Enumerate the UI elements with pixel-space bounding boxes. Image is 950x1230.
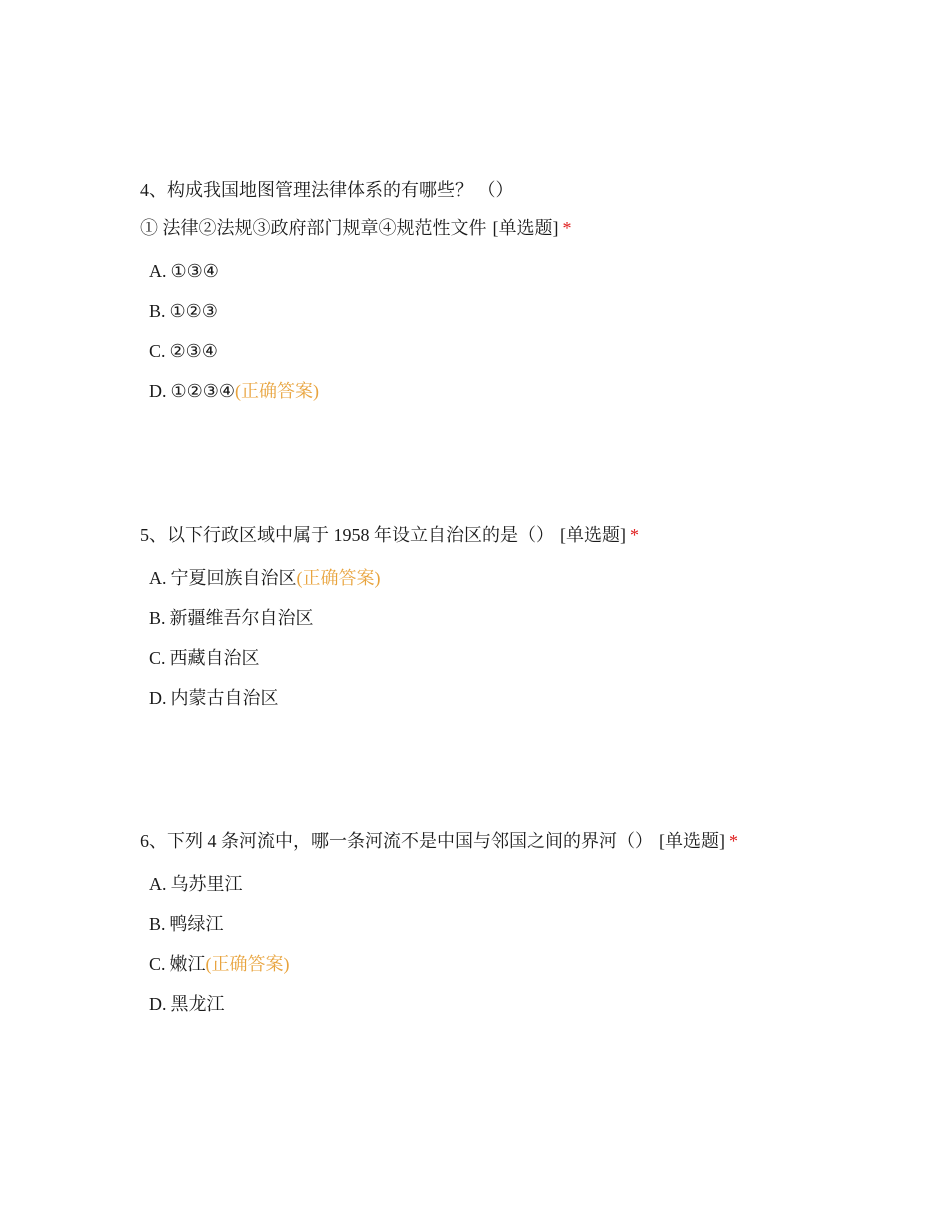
- option-letter: B.: [149, 301, 166, 321]
- question-title-line-1: [140, 171, 900, 209]
- required-mark: *: [630, 525, 639, 545]
- option-a[interactable]: [140, 251, 900, 291]
- option-letter: B.: [149, 608, 166, 628]
- option-text: ①②③④: [170, 381, 236, 401]
- option-letter: D.: [149, 688, 167, 708]
- option-text: ①②③: [169, 301, 218, 321]
- option-letter: C.: [149, 954, 166, 974]
- correct-answer-label: (正确答案): [296, 568, 381, 588]
- option-letter: D.: [149, 994, 167, 1014]
- option-a[interactable]: [140, 558, 900, 598]
- option-text: 鸭绿江: [169, 914, 224, 934]
- option-text: 乌苏里江: [170, 874, 243, 894]
- option-letter: C.: [149, 648, 166, 668]
- option-text: 西藏自治区: [169, 648, 260, 668]
- options-list: [140, 558, 900, 718]
- option-letter: D.: [149, 381, 167, 401]
- question-type-tag: [单选题]: [659, 831, 725, 851]
- correct-answer-label: (正确答案): [205, 954, 290, 974]
- question-text: 以下行政区域中属于 1958 年设立自治区的是（）: [167, 525, 554, 545]
- question-text: 构成我国地图管理法律体系的有哪些？ （）: [167, 180, 514, 200]
- option-text: ①③④: [170, 261, 219, 281]
- option-b[interactable]: [140, 598, 900, 638]
- question-title: [140, 822, 900, 860]
- question-number: 4、: [140, 180, 167, 200]
- question-type-tag: [单选题]: [560, 525, 626, 545]
- question-6: [140, 822, 900, 1024]
- question-4: [140, 171, 900, 411]
- option-text: 内蒙古自治区: [170, 688, 279, 708]
- question-5: [140, 516, 900, 718]
- option-a[interactable]: [140, 864, 900, 904]
- question-title: [140, 516, 900, 554]
- required-mark: *: [562, 218, 572, 238]
- option-d[interactable]: [140, 984, 900, 1024]
- question-number: 6、: [140, 831, 167, 851]
- option-text: 新疆维吾尔自治区: [169, 608, 314, 628]
- option-text: 嫩江: [169, 954, 206, 974]
- correct-answer-label: (正确答案): [235, 381, 320, 401]
- option-letter: A.: [149, 261, 167, 281]
- option-d[interactable]: [140, 371, 900, 411]
- option-letter: A.: [149, 568, 167, 588]
- question-title-line-1: [140, 516, 900, 554]
- question-text: 下列 4 条河流中，哪一条河流不是中国与邻国之间的界河（）: [167, 831, 653, 851]
- option-c[interactable]: [140, 331, 900, 371]
- option-letter: C.: [149, 341, 166, 361]
- option-text: 黑龙江: [170, 994, 225, 1014]
- question-number: 5、: [140, 525, 167, 545]
- option-b[interactable]: [140, 291, 900, 331]
- option-letter: A.: [149, 874, 167, 894]
- option-d[interactable]: [140, 678, 900, 718]
- options-list: [140, 864, 900, 1024]
- option-letter: B.: [149, 914, 166, 934]
- option-text: ②③④: [169, 341, 218, 361]
- question-type-tag: [单选题]: [492, 218, 559, 238]
- option-b[interactable]: [140, 904, 900, 944]
- option-text: 宁夏回族自治区: [170, 568, 297, 588]
- question-title-line-2: [140, 209, 900, 247]
- question-title-line-1: [140, 822, 900, 860]
- options-list: [140, 251, 900, 411]
- required-mark: *: [729, 831, 738, 851]
- question-title: [140, 171, 900, 247]
- option-c[interactable]: [140, 944, 900, 984]
- option-c[interactable]: [140, 638, 900, 678]
- question-text-continued: ① 法律②法规③政府部门规章④规范性文件: [140, 218, 487, 238]
